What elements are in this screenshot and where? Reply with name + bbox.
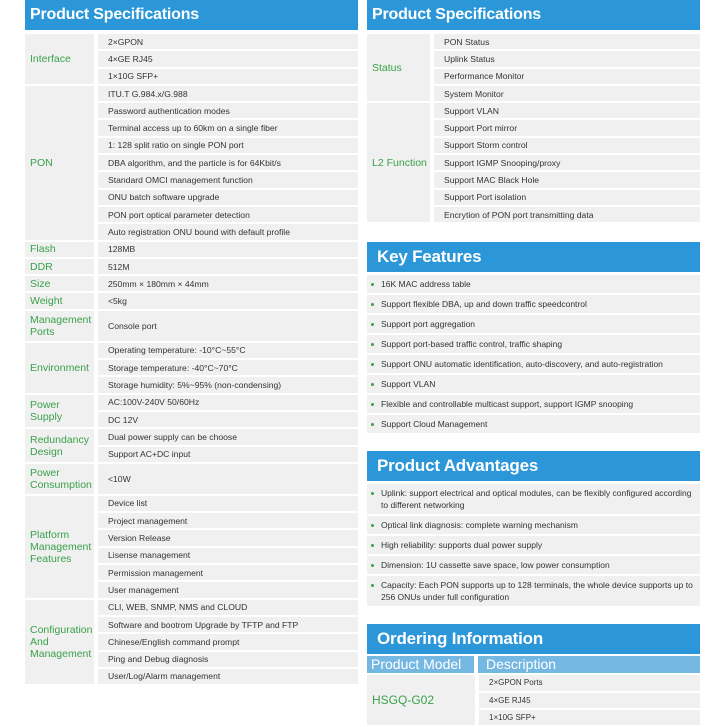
left-spec-title: Product Specifications (25, 0, 358, 30)
spec-value: PON port optical parameter detection (98, 207, 358, 222)
spec-row (25, 259, 358, 274)
spec-value: Standard OMCI management function (98, 172, 358, 187)
spec-value: Dual power supply can be choose (98, 429, 358, 444)
spec-label: Platform Management Features (25, 496, 98, 598)
col-description: Description (478, 656, 700, 673)
list-item-text: Dimension: 1U cassette save space, low power consumption (381, 560, 610, 571)
spec-value: CLI, WEB, SNMP, NMS and CLOUD (98, 600, 358, 615)
spec-value: User/Log/Alarm management (98, 669, 358, 684)
list-item (367, 484, 700, 514)
left-spec-table (25, 32, 358, 686)
bullet-icon (371, 423, 374, 426)
advantages-title: Product Advantages (367, 451, 700, 481)
spec-value: <5kg (98, 293, 358, 308)
list-item (367, 536, 700, 554)
spec-row (25, 242, 358, 257)
bullet-icon (371, 303, 374, 306)
spec-row (25, 276, 358, 291)
spec-label: Power Supply (25, 395, 98, 428)
spec-value: Support Storm control (434, 138, 700, 153)
spec-value: Ping and Debug diagnosis (98, 652, 358, 667)
spec-row (25, 311, 358, 341)
spec-row (25, 496, 358, 511)
spec-value: Terminal access up to 60km on a single fiber (98, 120, 358, 135)
list-item-text: Support ONU automatic identification, auto-discovery, and auto-registration (381, 359, 663, 370)
product-model: HSGQ-G02 (367, 675, 479, 725)
spec-row (25, 34, 358, 49)
spec-value: 250mm × 180mm × 44mm (98, 276, 358, 291)
spec-label: Status (367, 34, 434, 101)
spec-label: Flash (25, 242, 98, 257)
list-item (367, 375, 700, 393)
col-product-model: Product Model (367, 656, 474, 673)
spec-value: Support AC+DC input (98, 447, 358, 462)
spec-row (367, 103, 700, 118)
spec-value: Uplink Status (434, 51, 700, 66)
spec-value: Support MAC Black Hole (434, 172, 700, 187)
spec-value: ONU batch software upgrade (98, 190, 358, 205)
spec-label: Power Consumption (25, 464, 98, 494)
bullet-icon (371, 323, 374, 326)
list-item (367, 576, 700, 606)
list-item (367, 335, 700, 353)
spec-label: Size (25, 276, 98, 291)
spec-row (25, 343, 358, 358)
bullet-icon (371, 544, 374, 547)
key-features-title: Key Features (367, 242, 700, 272)
spec-label: L2 Function (367, 103, 434, 222)
spec-value: DC 12V (98, 412, 358, 427)
spec-value: 4×GE RJ45 (98, 51, 358, 66)
spec-value: Auto registration ONU bound with default profile (98, 224, 358, 239)
list-item-text: High reliability: supports dual power supply (381, 540, 543, 551)
list-item-text: Support Cloud Management (381, 419, 488, 430)
spec-value: Operating temperature: -10°C~55°C (98, 343, 358, 358)
right-column (367, 0, 700, 727)
spec-row (25, 429, 358, 444)
spec-value: Chinese/English command prompt (98, 634, 358, 649)
bullet-icon (371, 564, 374, 567)
spec-row (25, 86, 358, 101)
spec-label: Redundancy Design (25, 429, 98, 462)
right-spec-title: Product Specifications (367, 0, 700, 30)
ordering-row (367, 675, 700, 690)
spec-label: DDR (25, 259, 98, 274)
ordering-description: 2×GPON Ports (479, 675, 700, 690)
list-item (367, 355, 700, 373)
spec-label: Weight (25, 293, 98, 308)
spec-value: Support Port mirror (434, 120, 700, 135)
list-item (367, 556, 700, 574)
bullet-icon (371, 584, 374, 587)
bullet-icon (371, 343, 374, 346)
ordering-description: 1×10G SFP+ (479, 710, 700, 725)
bullet-icon (371, 363, 374, 366)
spec-row (25, 395, 358, 410)
bullet-icon (371, 524, 374, 527)
spec-value: Permission management (98, 565, 358, 580)
spec-value: Lisense management (98, 548, 358, 563)
spec-value: 512M (98, 259, 358, 274)
spec-value: AC:100V-240V 50/60Hz (98, 395, 358, 410)
spec-label: Configuration And Management (25, 600, 98, 684)
spec-value: Software and bootrom Upgrade by TFTP and FTP (98, 617, 358, 632)
spec-value: System Monitor (434, 86, 700, 101)
list-item-text: Support port-based traffic control, traffic shaping (381, 339, 563, 350)
spec-value: Version Release (98, 530, 358, 545)
spec-value: PON Status (434, 34, 700, 49)
spec-value: Encrytion of PON port transmitting data (434, 207, 700, 222)
spec-label: Environment (25, 343, 98, 393)
spec-value: ITU.T G.984.x/G.988 (98, 86, 358, 101)
spec-value: Support Port isolation (434, 190, 700, 205)
spec-row (25, 600, 358, 615)
ordering-title: Ordering Information (367, 624, 700, 654)
ordering-table (367, 673, 700, 727)
list-item (367, 395, 700, 413)
bullet-icon (371, 383, 374, 386)
list-item (367, 295, 700, 313)
spec-value: Performance Monitor (434, 69, 700, 84)
spec-value: Support IGMP Snooping/proxy (434, 155, 700, 170)
list-item-text: Flexible and controllable multicast support, support IGMP snooping (381, 399, 634, 410)
spec-value: 128MB (98, 242, 358, 257)
spec-value: Storage temperature: -40°C~70°C (98, 360, 358, 375)
spec-value: <10W (98, 464, 358, 494)
key-features-list (367, 275, 700, 433)
list-item (367, 516, 700, 534)
ordering-description: 4×GE RJ45 (479, 693, 700, 708)
spec-label: PON (25, 86, 98, 240)
list-item-text: Optical link diagnosis: complete warning mechanism (381, 520, 579, 531)
spec-label: Management Ports (25, 311, 98, 341)
spec-value: Project management (98, 513, 358, 528)
spec-value: User management (98, 582, 358, 597)
spec-value: Console port (98, 311, 358, 341)
spec-value: DBA algorithm, and the particle is for 64Kbit/s (98, 155, 358, 170)
advantages-list (367, 484, 700, 606)
spec-value: 1×10G SFP+ (98, 69, 358, 84)
spec-value: 2×GPON (98, 34, 358, 49)
list-item-text: Uplink: support electrical and optical modules, can be flexibly configured according to different networking (381, 488, 692, 511)
list-item-text: 16K MAC address table (381, 279, 471, 290)
spec-row (25, 293, 358, 308)
list-item (367, 415, 700, 433)
list-item-text: Support port aggregation (381, 319, 476, 330)
bullet-icon (371, 283, 374, 286)
spec-value: Support VLAN (434, 103, 700, 118)
spec-value: 1: 128 split ratio on single PON port (98, 138, 358, 153)
list-item-text: Capacity: Each PON supports up to 128 terminals, the whole device supports up to 256 ONUs under full configuration (381, 580, 693, 603)
spec-row (367, 34, 700, 49)
spec-row (25, 464, 358, 494)
list-item-text: Support flexible DBA, up and down traffic speedcontrol (381, 299, 587, 310)
bullet-icon (371, 492, 374, 495)
spec-label: Interface (25, 34, 98, 84)
bullet-icon (371, 403, 374, 406)
list-item-text: Support VLAN (381, 379, 436, 390)
spec-value: Storage humidity: 5%~95% (non-condensing) (98, 377, 358, 392)
left-column (25, 0, 358, 686)
list-item (367, 275, 700, 293)
spec-value: Password authentication modes (98, 103, 358, 118)
right-spec-table (367, 32, 700, 224)
ordering-header (367, 656, 700, 673)
list-item (367, 315, 700, 333)
spec-value: Device list (98, 496, 358, 511)
